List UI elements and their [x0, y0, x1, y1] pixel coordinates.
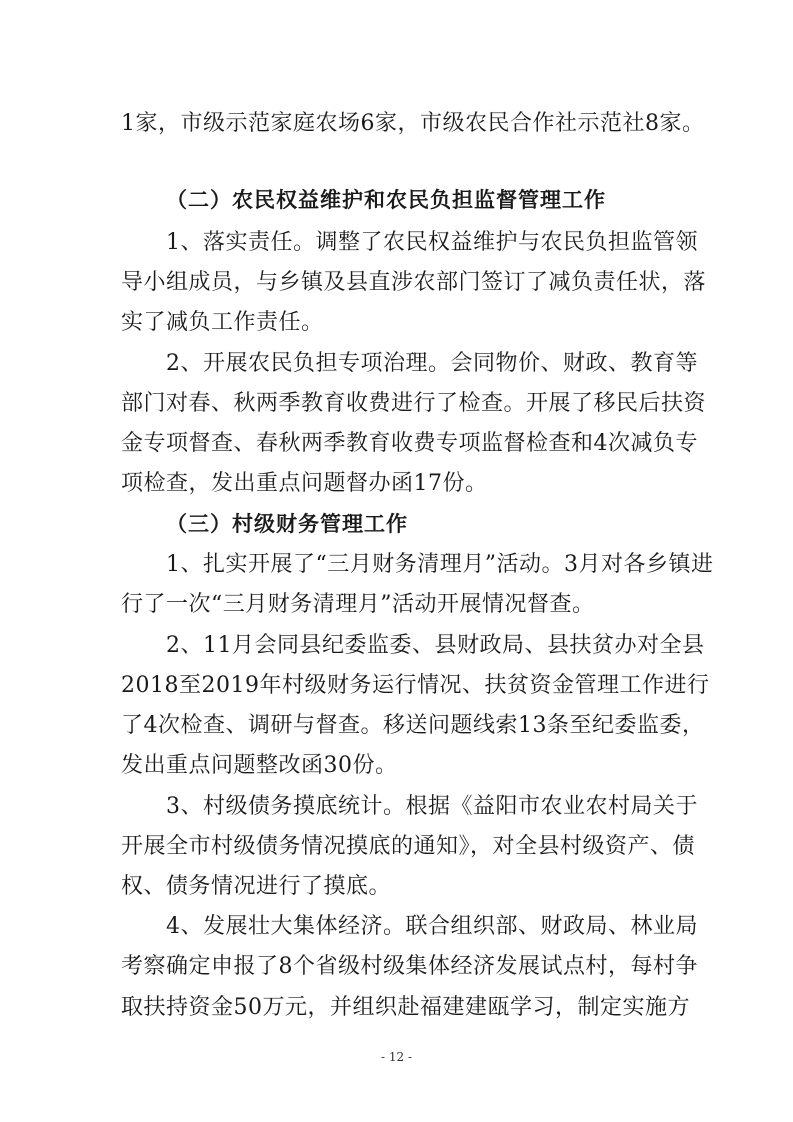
paragraph-line: 项检查，发出重点问题督办函17份。 — [121, 471, 488, 496]
paragraph-line: 行了一次“三月财务清理月”活动开展情况督查。 — [121, 592, 595, 617]
section-heading: （三）村级财务管理工作 — [166, 512, 408, 536]
page-number: - 12 - — [380, 1050, 412, 1064]
paragraph-line: 1、落实责任。调整了农民权益维护与农民负担监管领 — [166, 230, 698, 255]
paragraph-line: 开展全市村级债务情况摸底的通知》，对全县村级资产、债 — [121, 834, 696, 859]
paragraph-line: 取扶持资金50万元，并组织赴福建建瓯学习，制定实施方 — [121, 995, 690, 1020]
paragraph-line: 2、11月会同县纪委监委、县财政局、县扶贫办对全县 — [166, 633, 705, 658]
paragraph-line: 1家，市级示范家庭农场6家，市级农民合作社示范社8家。 — [121, 111, 705, 136]
paragraph-line: 3、村级债务摸底统计。根据《益阳市农业农村局关于 — [166, 794, 698, 819]
paragraph-line: 部门对春、秋两季教育收费进行了检查。开展了移民后扶资 — [121, 391, 707, 416]
paragraph-line: 实了减负工作责任。 — [121, 310, 324, 335]
paragraph-line: 导小组成员，与乡镇及县直涉农部门签订了减负责任状，落 — [121, 270, 707, 295]
paragraph-line: 4、发展壮大集体经济。联合组织部、财政局、林业局 — [166, 914, 698, 939]
paragraph-line: 权、债务情况进行了摸底。 — [121, 874, 392, 899]
paragraph-line: 2018至2019年村级财务运行情况、扶贫资金管理工作进行 — [121, 673, 710, 698]
paragraph-line: 发出重点问题整改函30份。 — [121, 753, 398, 778]
section-heading: （二）农民权益维护和农民负担监督管理工作 — [166, 188, 606, 212]
paragraph-line: 1、扎实开展了“三月财务清理月”活动。3月对各乡镇进 — [166, 552, 714, 577]
paragraph-line: 2、开展农民负担专项治理。会同物价、财政、教育等 — [166, 351, 698, 376]
paragraph-line: 考察确定申报了8个省级村级集体经济发展试点村，每村争 — [121, 954, 698, 979]
paragraph-line: 了4次检查、调研与督查。移送问题线索13条至纪委监委， — [121, 713, 705, 738]
paragraph-line: 金专项督查、春秋两季教育收费专项监督检查和4次减负专 — [121, 431, 698, 456]
